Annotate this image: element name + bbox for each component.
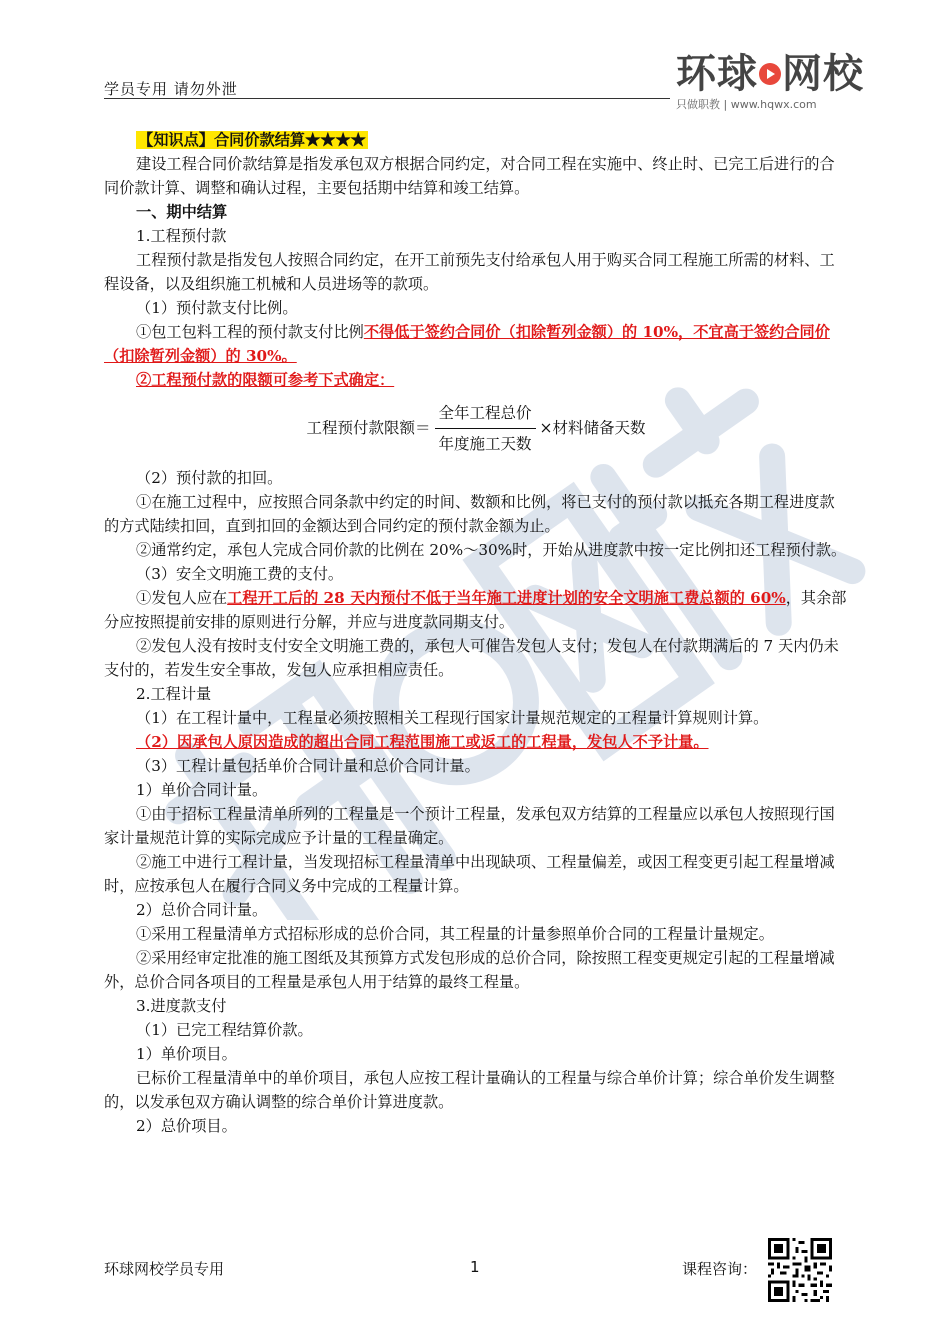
qr-code-icon[interactable]: [768, 1238, 832, 1302]
emphasis-text: ②工程预付款的限额可参考下式确定：: [136, 371, 395, 389]
item-heading: 2）总价合同计量。: [136, 901, 268, 919]
item-heading: （2）预付款的扣回。: [136, 469, 283, 487]
emphasis-paragraph: [104, 368, 848, 392]
emphasis-text: 不得低于签约合同价（扣除暂列金额）的 10%，不宜高于签约合同价（扣除暂列金额）的 30%。: [104, 323, 830, 365]
paragraph: ②采用经审定批准的施工图纸及其预算方式发包形成的总价合同，除按照工程变更规定引起的工程量增减外，总价合同各项目的工程量是承包人用于结算的最终工程量。: [104, 949, 835, 991]
emphasis-text: 工程开工后的 28 天内预付不低于当年施工进度计划的安全文明施工费总额的 60%: [227, 589, 786, 607]
brand-logo: [676, 50, 864, 112]
paragraph-with-emphasis: [104, 586, 848, 634]
subsection-heading: 1.工程预付款: [136, 227, 227, 245]
knowledge-point-title: [104, 128, 848, 152]
formula-denominator: 年度施工天数: [438, 434, 532, 453]
emphasis-text: （2）因承包人原因造成的超出合同工程范围施工或返工的工程量，发包人不予计量。: [136, 733, 709, 751]
paragraph: ②通常约定，承包人完成合同价款的比例在 20%～30%时，开始从进度款中按一定比例扣还工程预付款。: [136, 541, 847, 559]
item-heading: 1）单价合同计量。: [136, 781, 268, 799]
item-heading: （1）已完工程结算价款。: [136, 1021, 313, 1039]
kp-title-highlight: 【知识点】合同价款结算★★★★: [138, 131, 366, 149]
formula-lhs: 工程预付款限额＝: [306, 419, 431, 437]
item-heading: （3）工程计量包括单价合同计量和总价合同计量。: [136, 757, 480, 775]
section-heading: 一、期中结算: [136, 203, 228, 221]
subsection-heading: 2.工程计量: [136, 685, 212, 703]
plain-text: ，其余部分应按照提前安排的原则进行分解，并应与进度款同期支付。: [104, 589, 847, 631]
formula-numerator: 全年工程总价: [435, 401, 536, 429]
paragraph: 已标价工程量清单中的单价项目，承包人应按工程计量确认的工程量与综合单价计算；综合单价发生调整的，以发承包双方确认调整的综合单价计算进度款。: [104, 1069, 835, 1111]
paragraph: ②发包人没有按时支付安全文明施工费的，承包人可催告发包人支付；发包人在付款期满后的 7 天内仍未支付的，若发生安全事故，发包人应承担相应责任。: [104, 637, 839, 679]
plain-text: ①发包人应在: [136, 589, 228, 607]
play-icon: [759, 63, 781, 85]
item-heading: （3）安全文明施工费的支付。: [136, 565, 344, 583]
paragraph-with-emphasis: [104, 320, 848, 368]
item-heading: 1）单价项目。: [136, 1045, 237, 1063]
logo-text-right: 网校: [782, 51, 864, 97]
formula-rhs: ×材料储备天数: [539, 419, 646, 437]
item-heading: 2）总价项目。: [136, 1117, 237, 1135]
page-number: 1: [470, 1258, 480, 1276]
paragraph: （1）在工程计量中，工程量必须按照相关工程现行国家计量规范规定的工程量计算规则计算。: [136, 709, 769, 727]
emphasis-paragraph: [104, 730, 848, 754]
subsection-heading: 3.进度款支付: [136, 997, 227, 1015]
paragraph: ②施工中进行工程计量，当发现招标工程量清单中出现缺项、工程量偏差，或因工程变更引起工程量增减时，应按承包人在履行合同义务中完成的工程量计算。: [104, 853, 835, 895]
formula-fraction: [435, 401, 536, 456]
intro-paragraph: 建设工程合同价款结算是指发承包双方根据合同约定，对合同工程在实施中、终止时、已完工后进行的合同价款计算、调整和确认过程，主要包括期中结算和竣工结算。: [104, 155, 835, 197]
paragraph: ①采用工程量清单方式招标形成的总价合同，其工程量的计量参照单价合同的工程量计量规定。: [136, 925, 774, 943]
header-confidential-note: 学员专用 请勿外泄: [104, 80, 238, 98]
logo-tagline: 只做职教 | www.hqwx.com: [676, 98, 817, 111]
header-rule: [104, 98, 670, 99]
plain-text: ①包工包料工程的预付款支付比例: [136, 323, 364, 341]
item-heading: （1）预付款支付比例。: [136, 299, 298, 317]
paragraph: ①在施工过程中，应按照合同条款中约定的时间、数额和比例，将已支付的预付款以抵充各期工程进度款的方式陆续扣回，直到扣回的金额达到合同约定的预付款金额为止。: [104, 493, 835, 535]
document-body: [104, 128, 848, 1138]
formula: [104, 396, 848, 460]
footer-left-text: 环球网校学员专用: [104, 1260, 225, 1278]
paragraph: 工程预付款是指发包人按照合同约定，在开工前预先支付给承包人用于购买合同工程施工所需的材料、工程设备，以及组织施工机械和人员进场等的款项。: [104, 251, 835, 293]
footer-consult-label: 课程咨询：: [682, 1260, 758, 1278]
logo-text-left: 环球: [676, 51, 758, 97]
paragraph: ①由于招标工程量清单所列的工程量是一个预计工程量，发承包双方结算的工程量应以承包人按照现行国家计量规范计算的实际完成应予计量的工程量确定。: [104, 805, 835, 847]
